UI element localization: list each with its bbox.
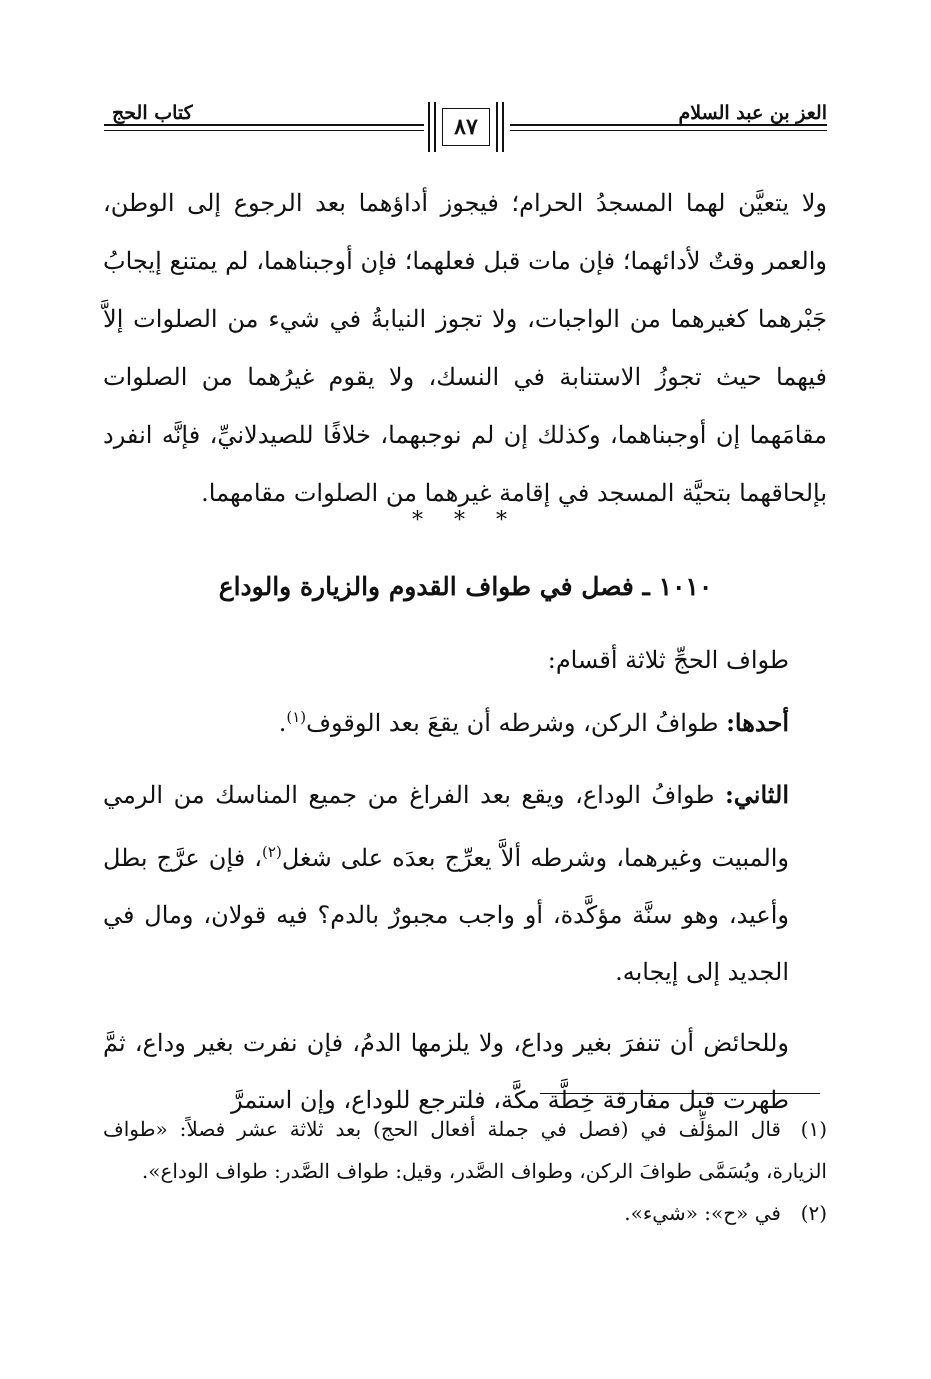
- running-head-book: كتاب الحج: [112, 102, 193, 124]
- menstruation-paragraph: وللحائض أن تنفرَ بغير وداع، ولا يلزمها الدمُ، فإن نفرت بغير وداع، ثمَّ طهرت قبل مفارقة خِطَّة مكَّة، فلترجع للوداع، وإن استمرَّ: [103, 1029, 789, 1114]
- header-rule-left: [104, 124, 424, 126]
- running-head-author: العز بن عبد السلام: [678, 102, 827, 124]
- page-number-frame: [428, 102, 504, 152]
- footnote-divider: [540, 1093, 820, 1094]
- footnote-1-text: قال المؤلِّف في (فصل في جملة أفعال الحج) بعد ثلاثة عشر فصلاً: «طواف الزيارة، ويُسَمَّى طوافَ الركن، وطواف الصَّدر، وقيل: طواف الصَّدر: طواف الوداع».: [103, 1117, 827, 1183]
- first-item-text: طوافُ الركن، وشرطه أن يقعَ بعد الوقوف: [306, 709, 719, 737]
- footnote-ref-1[interactable]: (١): [286, 708, 307, 726]
- header-rule-left-thin: [104, 130, 424, 131]
- footnote-1-number: (١): [800, 1117, 827, 1141]
- paragraph-1: ولا يتعيَّن لهما المسجدُ الحرام؛ فيجوز أداؤهما بعد الرجوع إلى الوطن، والعمر وقتٌ لأدائهما؛ فإن مات قبل فعلهما؛ فإن أوجبناهما، لم يمتنع إيجابُ جَبْرهما كغيرهما من الواجبات، ولا تجوز النيابةُ في شيء من الصلوات إلاَّ فيهما حيث تجوزُ الاستنابة في النسك، ولا يقوم غيرُهما من الصلوات مقامَهما إن أوجبناهما، وكذلك إن لم نوجبهما، خلافًا للصيدلانيِّ، فإنَّه انفرد بإلحاقهما بتحيَّة المسجد في إقامة غيرهما من الصلوات مقامهما.: [103, 189, 827, 507]
- footnote-2: [103, 1192, 827, 1234]
- page-number: ٨٧: [454, 114, 478, 140]
- footnote-2-text: في «ح»: «شيء».: [624, 1201, 781, 1225]
- first-item: أحدها: طوافُ الركن، وشرطه أن يقعَ بعد الوقوف$^{(١)}$.: [278, 708, 789, 737]
- section-separator: * * *: [412, 508, 519, 533]
- second-item-text-b: ، فإن عرَّج بطل وأعيد، وهو سنَّة مؤكَّدة، أو واجب مجبورٌ بالدم؟ فيه قولان، ومال في الجديد إلى إيجابه.: [103, 844, 789, 986]
- section-body: [103, 632, 827, 1129]
- footnotes: [103, 1108, 827, 1234]
- second-item: [103, 766, 827, 1001]
- intro-line: طواف الحجِّ ثلاثة أقسام:: [547, 646, 789, 674]
- page-header: [0, 84, 931, 164]
- first-item-label: أحدها:: [726, 708, 789, 737]
- second-item-text-a: طوافُ الوداع، ويقع بعد الفراغ من جميع المناسك من الرمي والمبيت وغيرهما، وشرطه ألاَّ يعرِّج بعدَه على شغل: [103, 781, 790, 872]
- header-rule-right: [510, 124, 827, 126]
- footnote-1: [103, 1108, 827, 1192]
- second-item-label: الثاني:: [724, 780, 790, 809]
- section-heading: ١٠١٠ ـ فصل في طواف القدوم والزيارة والوداع: [218, 572, 713, 601]
- footnote-ref-2[interactable]: (٢): [262, 843, 282, 861]
- main-paragraph: [103, 174, 827, 522]
- header-rule-right-thin: [510, 130, 827, 131]
- footnote-2-number: (٢): [800, 1201, 827, 1225]
